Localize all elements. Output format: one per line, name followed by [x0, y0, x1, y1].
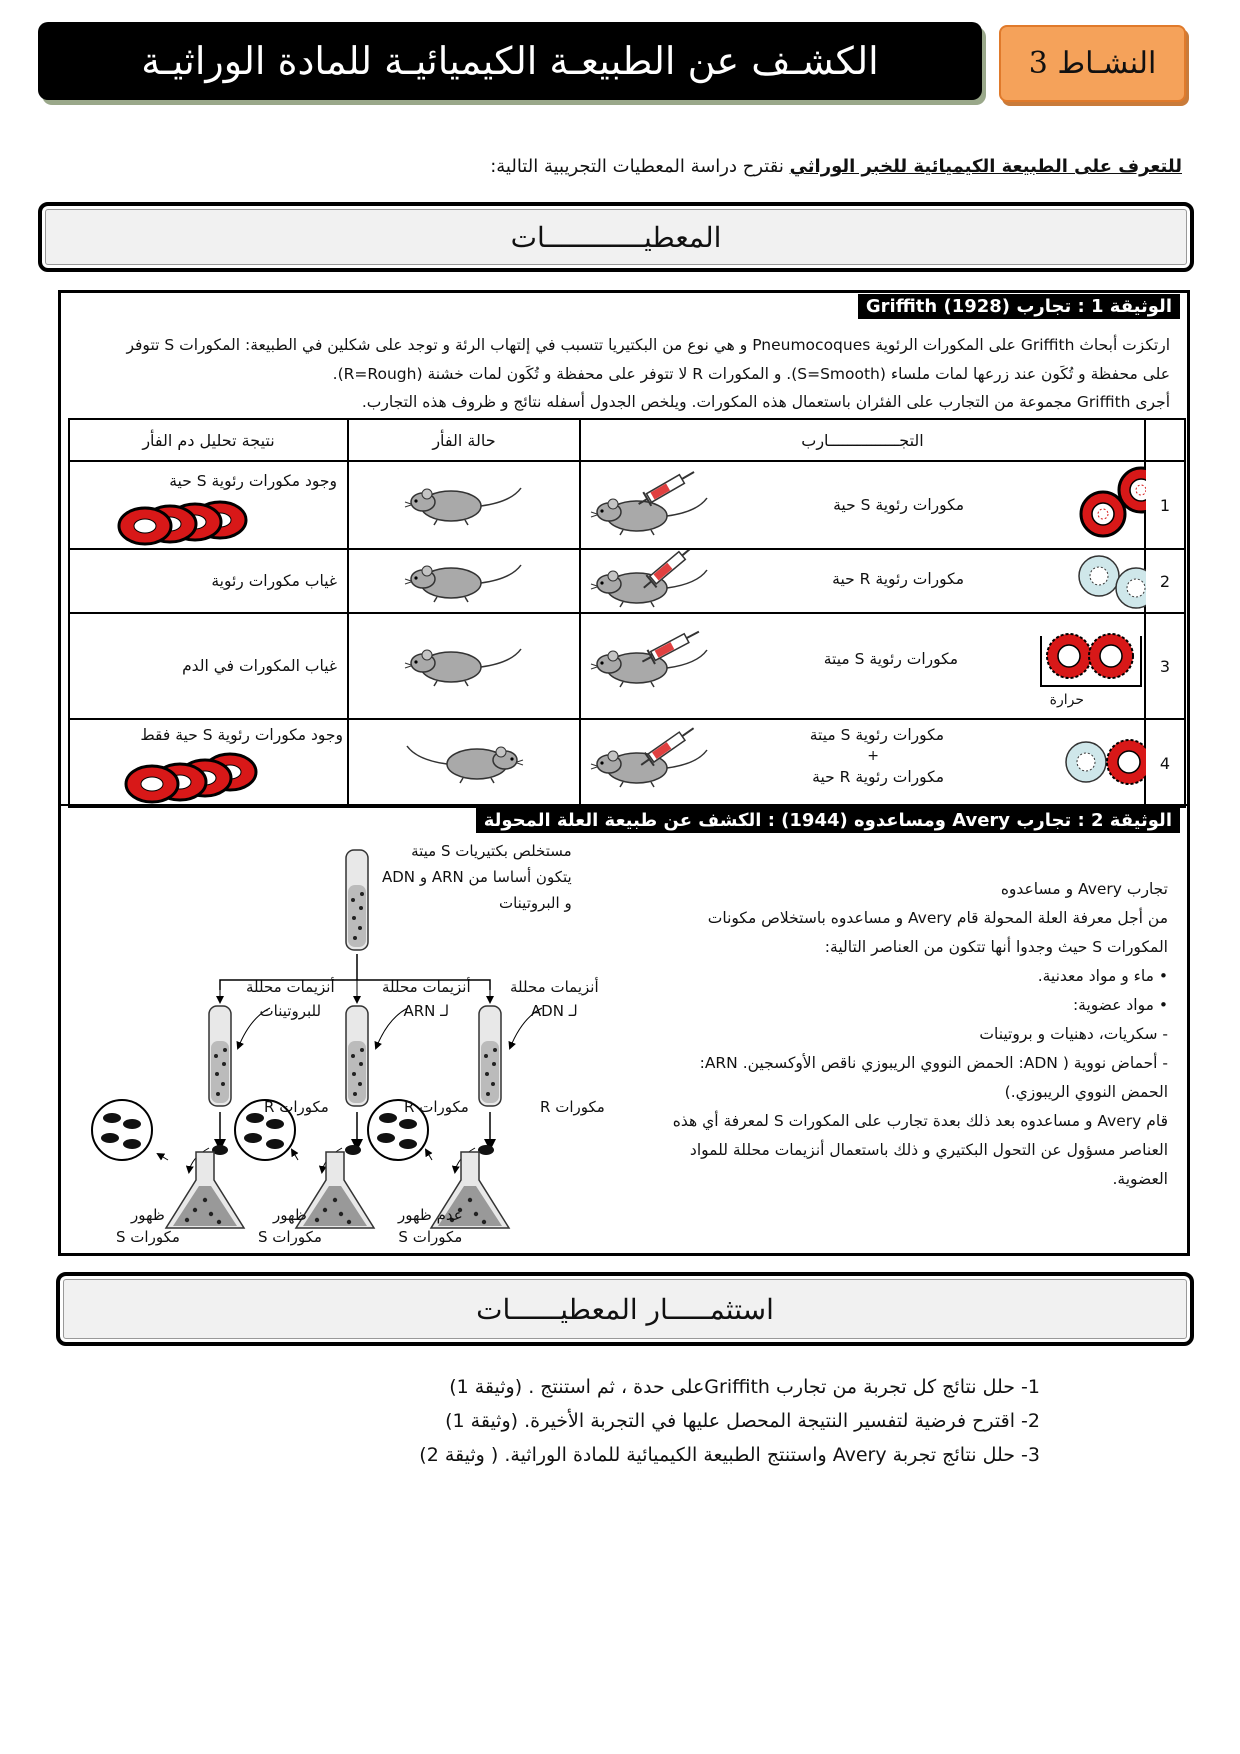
extract-label [382, 842, 572, 912]
dnase-label [510, 978, 599, 1020]
result-label-a [398, 1206, 463, 1246]
avery-line: قام Avery و مساعدوه بعد ذلك بعدة تجارب على المكورات S لمعرفة أي هذه [672, 1112, 1168, 1130]
protease-label-2: للبروتينات [259, 1002, 322, 1020]
colony-icon [92, 1100, 428, 1160]
doc-divider [60, 804, 1188, 806]
dnase-label-1: أنزيمات محللة [510, 978, 599, 996]
mouse-state-cell [348, 613, 580, 719]
row-number: 3 [1145, 613, 1185, 719]
table-header-experiments: التجـــــــــــــــارب [580, 419, 1145, 461]
mixed-cells-icon [1066, 740, 1146, 784]
intro-bold: للتعرف على الطبيعة الكيميائية للخبر الوراثي [789, 156, 1182, 177]
blood-cells-icon [126, 754, 256, 802]
plus-sign: + [867, 748, 879, 764]
table-header-mouse-state: حالة الفأر [348, 419, 580, 461]
result-cell [69, 461, 348, 549]
rnase-label-2: لـ ARN [403, 1002, 450, 1020]
avery-line: العضوية. [1112, 1170, 1168, 1188]
experiment-cell [580, 461, 1145, 549]
table-header-blood-result: نتيجة تحليل دم الفأر [69, 419, 348, 461]
avery-line: العناصر مسؤول عن التحول البكتيري و ذلك باستعمال أنزيمات محللة للمواد [689, 1141, 1168, 1159]
exploitation-section-title: استثمـــــار المعطيــــــات [56, 1272, 1194, 1346]
live-mouse-icon [405, 649, 521, 686]
s-cell-icon [1081, 468, 1146, 536]
rnase-label-1: أنزيمات محللة [382, 978, 471, 996]
mouse-icon [591, 570, 707, 607]
result-cell [69, 719, 348, 807]
result-label-b [258, 1206, 322, 1246]
question-3: 3- حلل نتائج تجربة Avery واستنتج الطبيعة الكيميائية للمادة الوراثية. ( وثيقة 2) [419, 1444, 1040, 1466]
data-section-title: المعطيــــــــــــات [38, 202, 1194, 272]
doc2-heading: الوثيقة 2 : تجارب Avery ومساعدوه (1944) : الكشف عن طبيعة العلة المحولة [476, 808, 1180, 833]
extract-label-2: يتكون أساسا من ARN و ADN [382, 868, 572, 886]
result-b-1: ظهور [273, 1206, 307, 1224]
injection-label: مكورات رئوية S حية [833, 496, 964, 514]
row-number: 2 [1145, 549, 1185, 613]
protease-tube-icon [209, 1006, 231, 1106]
avery-line: - أحماض نووية ( ADN: الحمض النووي الريبوزي ناقص الأوكسجين. ARN: [699, 1054, 1168, 1072]
page-title: الكشـف عن الطبيعـة الكيميائيـة للمادة الوراثيـة [38, 22, 982, 100]
table-row [69, 549, 1185, 613]
result-label: غياب المكورات في الدم [182, 657, 337, 675]
r-bacteria-label: مكورات R [264, 1098, 329, 1116]
blood-cells-icon [119, 502, 246, 544]
question-1: 1- حلل نتائج كل تجربة من تجارب Griffithعلى حدة ، ثم استنتج . (وثيقة 1) [449, 1376, 1040, 1398]
result-label: وجود مكورات رئوية S حية [169, 472, 337, 490]
avery-line: تجارب Avery و مساعدوه [1000, 880, 1168, 898]
live-mouse-icon [405, 488, 521, 525]
mouse-state-cell [348, 461, 580, 549]
row-number: 1 [1145, 461, 1185, 549]
r-bacteria-label: مكورات R [540, 1098, 605, 1116]
result-cell [69, 613, 348, 719]
result-c-1: ظهور [131, 1206, 165, 1224]
protease-label [246, 978, 335, 1020]
result-cell [69, 549, 348, 613]
avery-line: • ماء و مواد معدنية. [1037, 967, 1168, 985]
mouse-state-cell [348, 549, 580, 613]
injection-label: مكورات رئوية S ميتة [809, 726, 944, 744]
mouse-state-cell [348, 719, 580, 807]
doc1-heading: الوثيقة 1 : تجارب Griffith (1928) [858, 294, 1180, 319]
result-a-2: مكورات S [398, 1228, 463, 1246]
row-number: 4 [1145, 719, 1185, 807]
avery-line: • مواد عضوية: [1072, 996, 1168, 1014]
dnase-label-2: لـ ADN [530, 1002, 578, 1020]
dead-mouse-icon [407, 746, 523, 783]
extract-label-1: مستخلص بكتيريات S ميتة [411, 842, 572, 860]
experiment-cell [580, 549, 1145, 613]
result-a-1: عدم ظهور [398, 1206, 463, 1224]
result-c-2: مكورات S [116, 1228, 180, 1246]
extract-tube-icon [346, 850, 368, 950]
griffith-table [68, 418, 1186, 808]
activity-badge: النشـاط 3 [999, 25, 1186, 102]
injection-label: مكورات رئوية R حية [832, 570, 964, 588]
heated-dead-s-cells-icon [1041, 634, 1141, 686]
mouse-icon [591, 650, 707, 687]
intro-rest: نقترح دراسة المعطيات التجريبية التالية: [490, 156, 790, 177]
table-header-row [69, 419, 1185, 461]
experiment-cell [580, 613, 1145, 719]
dnase-tube-icon [479, 1006, 501, 1106]
result-b-2: مكورات S [258, 1228, 322, 1246]
result-label: وجود مكورات رئوية S حية فقط [140, 726, 343, 744]
extract-label-3: و البروتينات [498, 894, 572, 912]
result-label-c [116, 1206, 180, 1246]
table-row [69, 461, 1185, 549]
table-row [69, 719, 1185, 807]
protease-label-1: أنزيمات محللة [246, 978, 335, 996]
question-2: 2- اقترح فرضية لتفسير النتيجة المحصل عليها في التجربة الأخيرة. (وثيقة 1) [445, 1410, 1040, 1432]
experiment-cell [580, 719, 1145, 807]
r-bacteria-label: مكورات R [404, 1098, 469, 1116]
avery-line: من أجل معرفة العلة المحولة قام Avery و مساعدوه باستخلاص مكونات [707, 909, 1168, 927]
injection-label: مكورات رئوية S ميتة [823, 650, 958, 668]
avery-line: المكورات S حيث وجدوا أنها تتكون من العناصر التالية: [824, 938, 1168, 956]
avery-line: الحمض النووي الريبوزي.) [1004, 1083, 1168, 1101]
table-header-num [1145, 419, 1185, 461]
rnase-label [382, 978, 471, 1020]
table-row [69, 613, 1185, 719]
injection-label-2: مكورات رئوية R حية [812, 768, 944, 786]
doc1-paragraph-2: على محفظة و تُكَون عند زرعها لمات ملساء (S=Smooth). و المكورات R لا تتوفر على محفظة و تُكَون لمات خشنة (R=Rough). [332, 365, 1170, 383]
live-mouse-icon [405, 565, 521, 602]
heat-label: حرارة [1049, 692, 1084, 708]
rnase-tube-icon [346, 1006, 368, 1106]
avery-line: - سكريات، دهنيات و بروتينات [979, 1025, 1168, 1043]
r-cell-icon [1079, 556, 1146, 608]
doc1-paragraph-1: ارتكزت أبحاث Griffith على المكورات الرئوية Pneumocoques و هي نوع من البكتيريا تتسبب في إلتهاب الرئة و توجد على شكلين في الطبيعة: المكورات S تتوفر [126, 336, 1170, 354]
doc1-paragraph-3: أجرى Griffith مجموعة من التجارب على الفئران باستعمال هذه المكورات. ويلخص الجدول أسفله نتائج و ظروف هذه التجارب. [361, 393, 1170, 411]
intro-text [490, 156, 1182, 177]
result-label: غياب مكورات رئوية [211, 572, 337, 590]
